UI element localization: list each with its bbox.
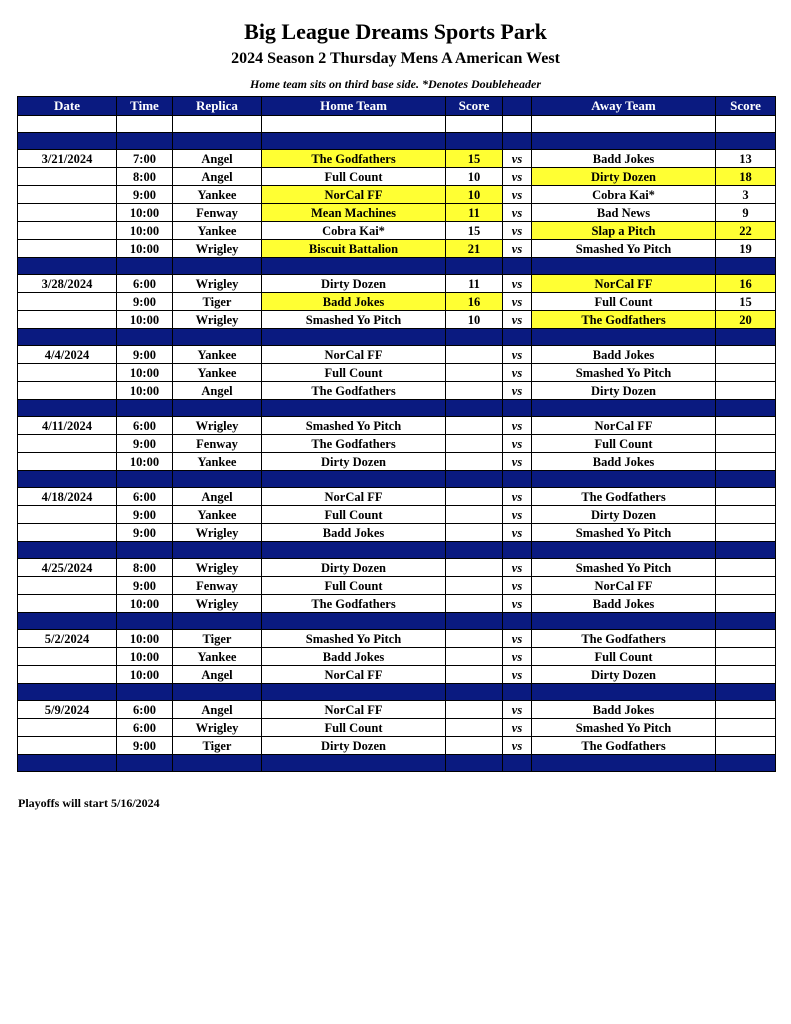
away-team-cell: Badd Jokes xyxy=(532,346,716,364)
home-score-cell: 10 xyxy=(446,311,503,329)
time-cell: 9:00 xyxy=(117,737,173,755)
time-cell: 10:00 xyxy=(117,666,173,684)
date-cell xyxy=(18,168,117,186)
home-score-cell xyxy=(446,364,503,382)
home-team-cell: Smashed Yo Pitch xyxy=(262,630,446,648)
home-team-cell: Full Count xyxy=(262,364,446,382)
vs-cell: vs xyxy=(503,737,532,755)
game-row xyxy=(18,168,776,186)
date-cell xyxy=(18,719,117,737)
away-team-cell: Badd Jokes xyxy=(532,453,716,471)
time-cell: 9:00 xyxy=(117,435,173,453)
home-score-cell xyxy=(446,737,503,755)
away-team-cell: Dirty Dozen xyxy=(532,506,716,524)
schedule-body xyxy=(18,116,776,772)
home-team-cell: Biscuit Battalion xyxy=(262,240,446,258)
header-note: Home team sits on third base side. *Denotes Doubleheader xyxy=(250,77,541,91)
date-cell: 4/4/2024 xyxy=(18,346,117,364)
replica-cell: Wrigley xyxy=(173,311,262,329)
game-row xyxy=(18,701,776,719)
replica-cell: Wrigley xyxy=(173,595,262,613)
away-score-cell xyxy=(716,630,776,648)
time-cell: 9:00 xyxy=(117,293,173,311)
game-row xyxy=(18,222,776,240)
away-team-cell: The Godfathers xyxy=(532,311,716,329)
home-score-cell: 10 xyxy=(446,168,503,186)
date-cell xyxy=(18,204,117,222)
home-score-cell xyxy=(446,346,503,364)
away-team-cell: Full Count xyxy=(532,648,716,666)
col-home-team-header: Home Team xyxy=(262,97,446,116)
time-cell: 10:00 xyxy=(117,648,173,666)
home-score-cell xyxy=(446,506,503,524)
game-row xyxy=(18,150,776,168)
vs-cell: vs xyxy=(503,186,532,204)
vs-cell: vs xyxy=(503,222,532,240)
vs-cell: vs xyxy=(503,595,532,613)
away-team-cell: NorCal FF xyxy=(532,275,716,293)
time-cell: 10:00 xyxy=(117,222,173,240)
home-team-cell: Full Count xyxy=(262,719,446,737)
replica-cell: Angel xyxy=(173,382,262,400)
time-cell: 10:00 xyxy=(117,595,173,613)
col-away-team-header: Away Team xyxy=(532,97,716,116)
game-row xyxy=(18,559,776,577)
game-row xyxy=(18,648,776,666)
time-cell: 10:00 xyxy=(117,364,173,382)
replica-cell: Wrigley xyxy=(173,559,262,577)
date-cell xyxy=(18,648,117,666)
time-cell: 6:00 xyxy=(117,719,173,737)
home-score-cell: 15 xyxy=(446,222,503,240)
week-separator-row xyxy=(18,471,776,488)
home-score-cell xyxy=(446,453,503,471)
home-score-cell xyxy=(446,435,503,453)
away-score-cell: 13 xyxy=(716,150,776,168)
home-team-cell: NorCal FF xyxy=(262,666,446,684)
time-cell: 6:00 xyxy=(117,701,173,719)
away-team-cell: NorCal FF xyxy=(532,417,716,435)
game-row xyxy=(18,737,776,755)
home-score-cell xyxy=(446,719,503,737)
home-team-cell: NorCal FF xyxy=(262,346,446,364)
away-team-cell: Smashed Yo Pitch xyxy=(532,364,716,382)
away-team-cell: The Godfathers xyxy=(532,488,716,506)
week-separator-row xyxy=(18,400,776,417)
home-team-cell: Full Count xyxy=(262,168,446,186)
vs-cell: vs xyxy=(503,648,532,666)
home-score-cell xyxy=(446,666,503,684)
vs-cell: vs xyxy=(503,240,532,258)
away-team-cell: NorCal FF xyxy=(532,577,716,595)
date-cell: 5/2/2024 xyxy=(18,630,117,648)
replica-cell: Yankee xyxy=(173,186,262,204)
home-team-cell: Badd Jokes xyxy=(262,648,446,666)
home-team-cell: NorCal FF xyxy=(262,186,446,204)
date-cell xyxy=(18,364,117,382)
home-score-cell: 11 xyxy=(446,204,503,222)
col-vs-header xyxy=(503,97,532,116)
away-score-cell xyxy=(716,524,776,542)
away-score-cell xyxy=(716,435,776,453)
replica-cell: Angel xyxy=(173,701,262,719)
away-score-cell: 9 xyxy=(716,204,776,222)
date-cell: 4/18/2024 xyxy=(18,488,117,506)
time-cell: 6:00 xyxy=(117,275,173,293)
replica-cell: Fenway xyxy=(173,204,262,222)
home-team-cell: The Godfathers xyxy=(262,382,446,400)
home-score-cell: 11 xyxy=(446,275,503,293)
date-cell xyxy=(18,737,117,755)
away-team-cell: Badd Jokes xyxy=(532,595,716,613)
away-score-cell xyxy=(716,719,776,737)
date-cell: 3/28/2024 xyxy=(18,275,117,293)
vs-cell: vs xyxy=(503,382,532,400)
date-cell xyxy=(18,506,117,524)
vs-cell: vs xyxy=(503,666,532,684)
away-team-cell: The Godfathers xyxy=(532,630,716,648)
home-team-cell: Dirty Dozen xyxy=(262,737,446,755)
home-team-cell: Mean Machines xyxy=(262,204,446,222)
game-row xyxy=(18,364,776,382)
home-score-cell xyxy=(446,577,503,595)
home-team-cell: Dirty Dozen xyxy=(262,453,446,471)
away-team-cell: Dirty Dozen xyxy=(532,666,716,684)
time-cell: 8:00 xyxy=(117,168,173,186)
away-score-cell xyxy=(716,559,776,577)
time-cell: 9:00 xyxy=(117,524,173,542)
replica-cell: Wrigley xyxy=(173,719,262,737)
home-team-cell: The Godfathers xyxy=(262,595,446,613)
away-team-cell: Bad News xyxy=(532,204,716,222)
away-score-cell: 19 xyxy=(716,240,776,258)
week-separator-row xyxy=(18,613,776,630)
replica-cell: Yankee xyxy=(173,506,262,524)
col-date-header: Date xyxy=(18,97,117,116)
time-cell: 7:00 xyxy=(117,150,173,168)
schedule-table xyxy=(17,96,776,772)
playoffs-note: Playoffs will start 5/16/2024 xyxy=(18,796,160,810)
replica-cell: Yankee xyxy=(173,453,262,471)
vs-cell: vs xyxy=(503,293,532,311)
time-cell: 10:00 xyxy=(117,240,173,258)
time-cell: 8:00 xyxy=(117,559,173,577)
game-row xyxy=(18,382,776,400)
replica-cell: Wrigley xyxy=(173,524,262,542)
vs-cell: vs xyxy=(503,311,532,329)
home-team-cell: Badd Jokes xyxy=(262,524,446,542)
vs-cell: vs xyxy=(503,453,532,471)
vs-cell: vs xyxy=(503,364,532,382)
away-score-cell: 22 xyxy=(716,222,776,240)
page-subtitle: 2024 Season 2 Thursday Mens A American West xyxy=(231,50,560,67)
vs-cell: vs xyxy=(503,204,532,222)
away-score-cell xyxy=(716,595,776,613)
home-score-cell xyxy=(446,595,503,613)
away-score-cell xyxy=(716,701,776,719)
replica-cell: Wrigley xyxy=(173,240,262,258)
away-team-cell: Full Count xyxy=(532,293,716,311)
game-row xyxy=(18,453,776,471)
home-team-cell: NorCal FF xyxy=(262,488,446,506)
game-row xyxy=(18,186,776,204)
date-cell: 4/11/2024 xyxy=(18,417,117,435)
date-cell: 5/9/2024 xyxy=(18,701,117,719)
vs-cell: vs xyxy=(503,506,532,524)
home-team-cell: Cobra Kai* xyxy=(262,222,446,240)
away-score-cell xyxy=(716,488,776,506)
replica-cell: Yankee xyxy=(173,648,262,666)
game-row xyxy=(18,293,776,311)
away-team-cell: The Godfathers xyxy=(532,737,716,755)
replica-cell: Tiger xyxy=(173,293,262,311)
vs-cell: vs xyxy=(503,577,532,595)
time-cell: 9:00 xyxy=(117,577,173,595)
away-team-cell: Cobra Kai* xyxy=(532,186,716,204)
page-title: Big League Dreams Sports Park xyxy=(244,19,547,44)
away-score-cell xyxy=(716,666,776,684)
away-score-cell: 20 xyxy=(716,311,776,329)
away-score-cell xyxy=(716,417,776,435)
time-cell: 10:00 xyxy=(117,204,173,222)
replica-cell: Fenway xyxy=(173,577,262,595)
col-home-score-header: Score xyxy=(446,97,503,116)
home-score-cell xyxy=(446,524,503,542)
vs-cell: vs xyxy=(503,275,532,293)
date-cell xyxy=(18,240,117,258)
game-row xyxy=(18,435,776,453)
week-separator-row xyxy=(18,258,776,275)
away-team-cell: Badd Jokes xyxy=(532,701,716,719)
vs-cell: vs xyxy=(503,630,532,648)
away-team-cell: Smashed Yo Pitch xyxy=(532,559,716,577)
date-cell xyxy=(18,524,117,542)
away-team-cell: Smashed Yo Pitch xyxy=(532,719,716,737)
away-score-cell xyxy=(716,577,776,595)
replica-cell: Yankee xyxy=(173,346,262,364)
date-cell xyxy=(18,382,117,400)
game-row xyxy=(18,595,776,613)
date-cell xyxy=(18,435,117,453)
away-team-cell: Full Count xyxy=(532,435,716,453)
vs-cell: vs xyxy=(503,488,532,506)
date-cell xyxy=(18,311,117,329)
away-team-cell: Smashed Yo Pitch xyxy=(532,524,716,542)
home-team-cell: Badd Jokes xyxy=(262,293,446,311)
game-row xyxy=(18,346,776,364)
time-cell: 9:00 xyxy=(117,186,173,204)
game-row xyxy=(18,577,776,595)
replica-cell: Yankee xyxy=(173,222,262,240)
vs-cell: vs xyxy=(503,150,532,168)
home-score-cell xyxy=(446,488,503,506)
time-cell: 10:00 xyxy=(117,453,173,471)
replica-cell: Tiger xyxy=(173,737,262,755)
away-team-cell: Dirty Dozen xyxy=(532,382,716,400)
week-separator-row xyxy=(18,133,776,150)
away-score-cell: 16 xyxy=(716,275,776,293)
time-cell: 10:00 xyxy=(117,311,173,329)
vs-cell: vs xyxy=(503,417,532,435)
date-cell: 4/25/2024 xyxy=(18,559,117,577)
home-score-cell: 10 xyxy=(446,186,503,204)
replica-cell: Fenway xyxy=(173,435,262,453)
date-cell xyxy=(18,293,117,311)
time-cell: 6:00 xyxy=(117,417,173,435)
replica-cell: Angel xyxy=(173,168,262,186)
vs-cell: vs xyxy=(503,701,532,719)
home-score-cell: 21 xyxy=(446,240,503,258)
replica-cell: Yankee xyxy=(173,364,262,382)
col-away-score-header: Score xyxy=(716,97,776,116)
home-team-cell: The Godfathers xyxy=(262,435,446,453)
game-row xyxy=(18,506,776,524)
home-score-cell xyxy=(446,630,503,648)
date-cell xyxy=(18,577,117,595)
home-team-cell: NorCal FF xyxy=(262,701,446,719)
away-team-cell: Slap a Pitch xyxy=(532,222,716,240)
home-score-cell xyxy=(446,382,503,400)
home-score-cell xyxy=(446,559,503,577)
vs-cell: vs xyxy=(503,346,532,364)
game-row xyxy=(18,719,776,737)
time-cell: 10:00 xyxy=(117,630,173,648)
game-row xyxy=(18,488,776,506)
replica-cell: Wrigley xyxy=(173,417,262,435)
date-cell xyxy=(18,453,117,471)
away-score-cell xyxy=(716,648,776,666)
home-team-cell: Smashed Yo Pitch xyxy=(262,311,446,329)
home-team-cell: Full Count xyxy=(262,506,446,524)
home-team-cell: Full Count xyxy=(262,577,446,595)
vs-cell: vs xyxy=(503,435,532,453)
date-cell xyxy=(18,595,117,613)
week-separator-row xyxy=(18,684,776,701)
replica-cell: Angel xyxy=(173,150,262,168)
away-team-cell: Badd Jokes xyxy=(532,150,716,168)
home-team-cell: Dirty Dozen xyxy=(262,559,446,577)
time-cell: 9:00 xyxy=(117,506,173,524)
time-cell: 9:00 xyxy=(117,346,173,364)
replica-cell: Wrigley xyxy=(173,275,262,293)
blank-row xyxy=(18,116,776,133)
col-time-header: Time xyxy=(117,97,173,116)
week-separator-row xyxy=(18,542,776,559)
home-score-cell: 16 xyxy=(446,293,503,311)
vs-cell: vs xyxy=(503,559,532,577)
home-score-cell: 15 xyxy=(446,150,503,168)
game-row xyxy=(18,311,776,329)
vs-cell: vs xyxy=(503,524,532,542)
home-team-cell: The Godfathers xyxy=(262,150,446,168)
away-score-cell xyxy=(716,382,776,400)
game-row xyxy=(18,240,776,258)
time-cell: 6:00 xyxy=(117,488,173,506)
vs-cell: vs xyxy=(503,168,532,186)
replica-cell: Tiger xyxy=(173,630,262,648)
header-row xyxy=(18,97,776,116)
vs-cell: vs xyxy=(503,719,532,737)
away-score-cell xyxy=(716,453,776,471)
away-score-cell xyxy=(716,506,776,524)
date-cell xyxy=(18,666,117,684)
date-cell: 3/21/2024 xyxy=(18,150,117,168)
date-cell xyxy=(18,186,117,204)
game-row xyxy=(18,630,776,648)
home-score-cell xyxy=(446,648,503,666)
game-row xyxy=(18,524,776,542)
game-row xyxy=(18,666,776,684)
replica-cell: Angel xyxy=(173,666,262,684)
replica-cell: Angel xyxy=(173,488,262,506)
home-score-cell xyxy=(446,417,503,435)
away-team-cell: Smashed Yo Pitch xyxy=(532,240,716,258)
time-cell: 10:00 xyxy=(117,382,173,400)
away-score-cell xyxy=(716,364,776,382)
game-row xyxy=(18,275,776,293)
week-separator-row xyxy=(18,329,776,346)
home-team-cell: Smashed Yo Pitch xyxy=(262,417,446,435)
game-row xyxy=(18,417,776,435)
away-score-cell: 18 xyxy=(716,168,776,186)
away-score-cell xyxy=(716,346,776,364)
week-separator-row xyxy=(18,755,776,772)
away-team-cell: Dirty Dozen xyxy=(532,168,716,186)
away-score-cell xyxy=(716,737,776,755)
col-replica-header: Replica xyxy=(173,97,262,116)
game-row xyxy=(18,204,776,222)
home-team-cell: Dirty Dozen xyxy=(262,275,446,293)
away-score-cell: 15 xyxy=(716,293,776,311)
away-score-cell: 3 xyxy=(716,186,776,204)
home-score-cell xyxy=(446,701,503,719)
date-cell xyxy=(18,222,117,240)
